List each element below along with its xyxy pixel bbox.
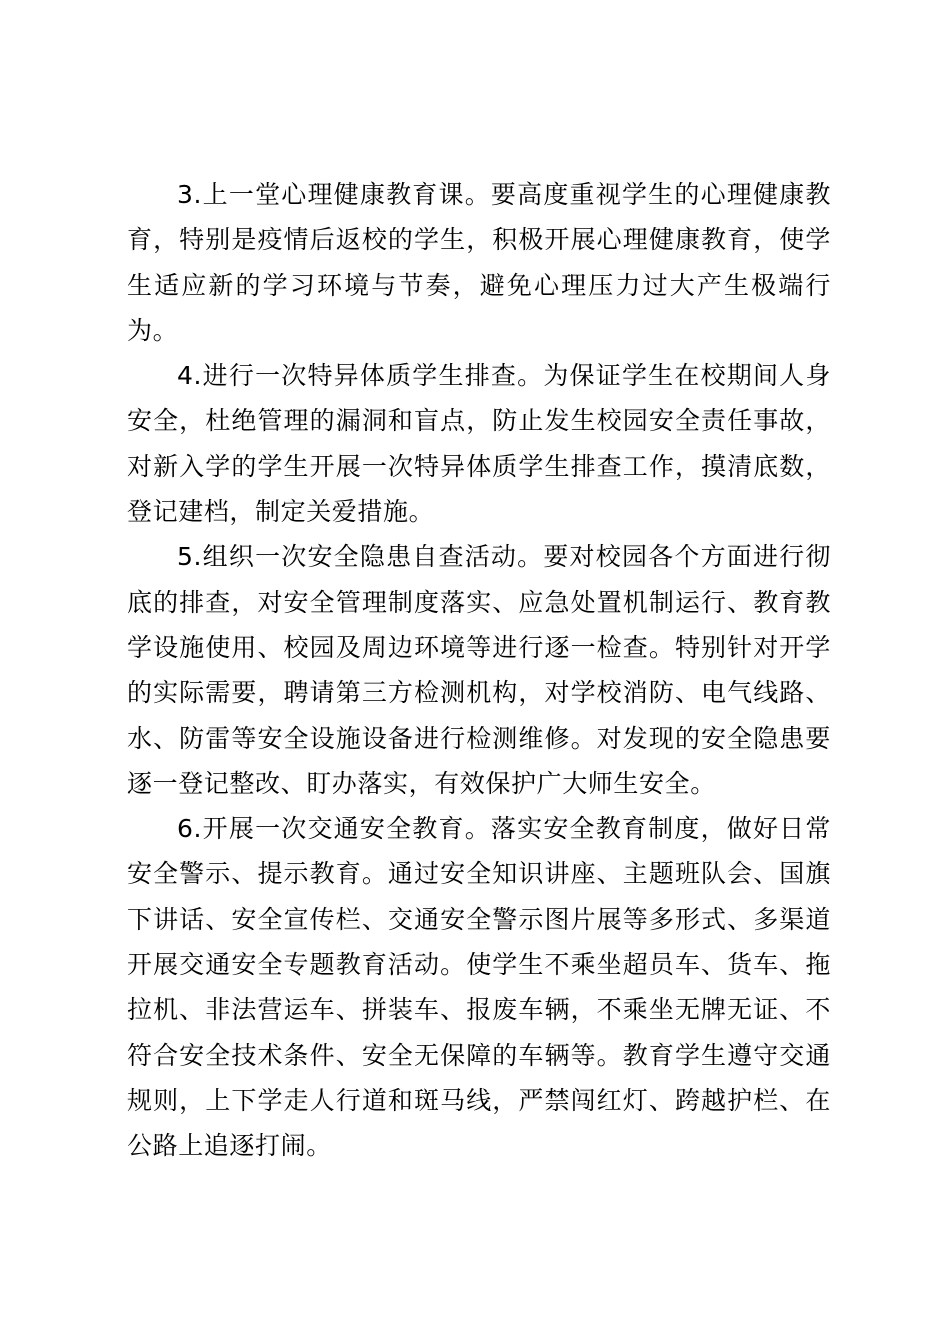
paragraph-4-special-constitution-screening: 4.进行一次特异体质学生排查。为保证学生在校期间人身安全，杜绝管理的漏洞和盲点，防止发生校园安全责任事故，对新入学的学生开展一次特异体质学生排查工作，摸清底数，登记建档，制定关爱措施。 bbox=[127, 361, 831, 527]
paragraph-5-safety-hazard-inspection: 5.组织一次安全隐患自查活动。要对校园各个方面进行彻底的排查，对安全管理制度落实、应急处置机制运行、教育教学设施使用、校园及周边环境等进行逐一检查。特别针对开学的实际需要，聘请第三方检测机构，对学校消防、电气线路、水、防雷等安全设施设备进行检测维修。对发现的安全隐患要逐一登记整改、盯办落实，有效保护广大师生安全。 bbox=[127, 542, 831, 798]
paragraph-3-psychological-health: 3.上一堂心理健康教育课。要高度重视学生的心理健康教育，特别是疫情后返校的学生，积极开展心理健康教育，使学生适应新的学习环境与节奏，避免心理压力过大产生极端行为。 bbox=[127, 180, 831, 345]
document-body bbox=[127, 172, 831, 1169]
paragraph-6-traffic-safety-education: 6.开展一次交通安全教育。落实安全教育制度，做好日常安全警示、提示教育。通过安全知识讲座、主题班队会、国旗下讲话、安全宣传栏、交通安全警示图片展等多形式、多渠道开展交通安全专题教育活动。使学生不乘坐超员车、货车、拖拉机、非法营运车、拼装车、报废车辆，不乘坐无牌无证、不符合安全技术条件、安全无保障的车辆等。教育学生遵守交通规则，上下学走人行道和斑马线，严禁闯红灯、跨越护栏、在公路上追逐打闹。 bbox=[127, 814, 831, 1161]
